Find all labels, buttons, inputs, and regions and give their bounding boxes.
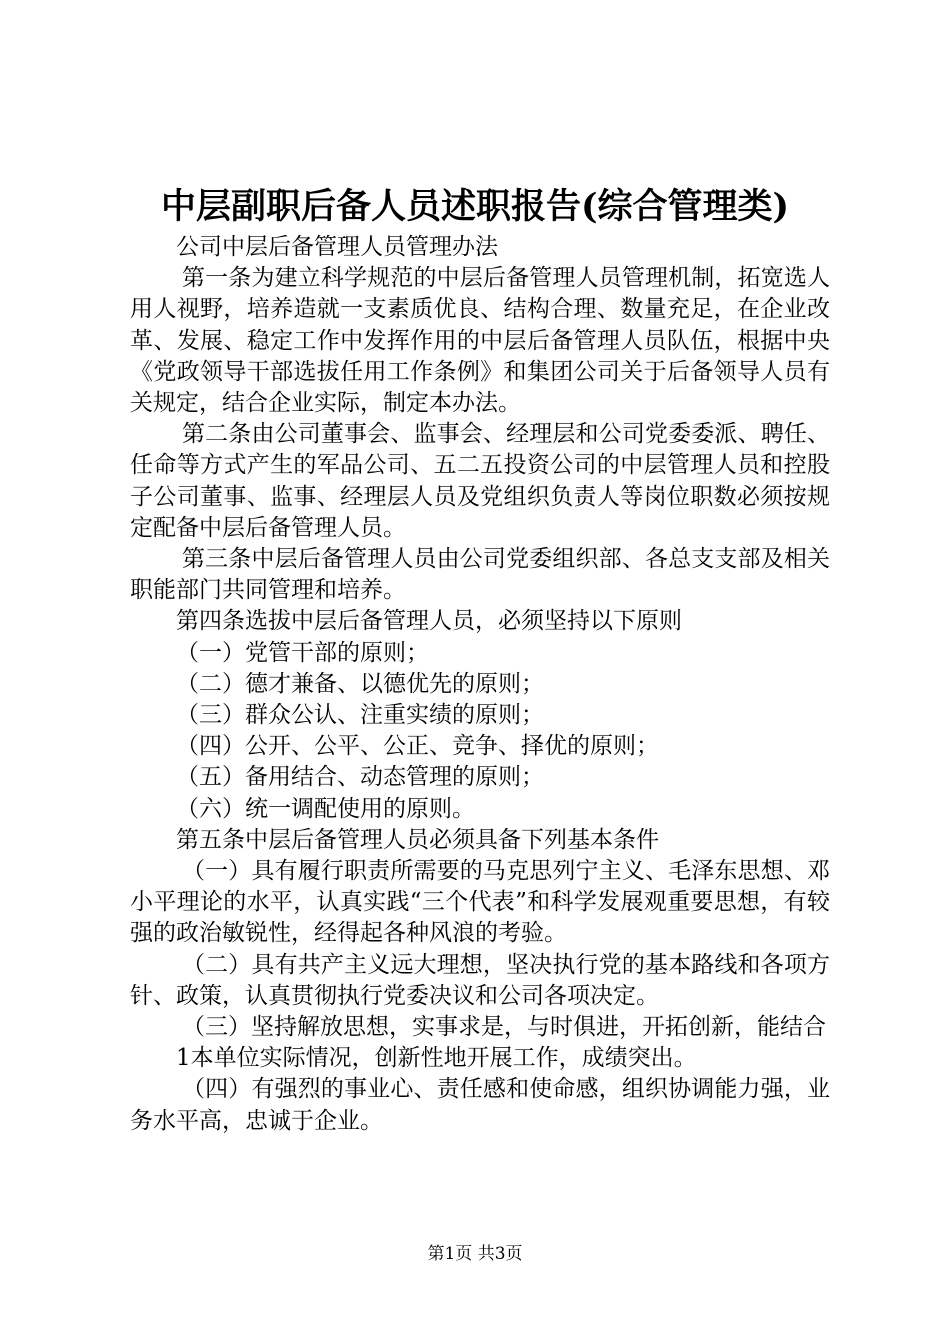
paragraph-article-5: 第五条中层后备管理人员必须具备下列基本条件 [176,826,659,853]
document-title: 中层副职后备人员述职报告(综合管理类) [160,186,790,227]
document-body [130,232,830,1137]
list-item-principle-2: （二）德才兼备、以德优先的原则； [176,670,544,697]
list-item-principle-5: （五）备用结合、动态管理的原则； [176,764,544,791]
paragraph-heading: 公司中层后备管理人员管理办法 [176,234,498,260]
page-number-footer: 第1页 共3页 [427,1244,523,1264]
paragraph-continuation: 1本单位实际情况，创新性地开展工作，成绩突出。 [176,1045,697,1072]
list-item-condition-4: （四）有强烈的事业心、责任感和使命感，组织协调能力强，业务水平高，忠诚于企业。 [130,1076,830,1134]
list-item-condition-1: （一）具有履行职责所需要的马克思列宁主义、毛泽东思想、邓小平理论的水平，认真实践“三个代表”和科学发展观重要思想，有较强的政治敏锐性，经得起各种风浪的考验。 [130,858,830,947]
paragraph-article-4: 第四条选拔中层后备管理人员，必须坚持以下原则 [176,608,682,635]
list-item-condition-3: （三）坚持解放思想，实事求是，与时俱进，开拓创新，能结合 [182,1014,826,1041]
list-item-condition-2: （二）具有共产主义远大理想，坚决执行党的基本路线和各项方针、政策，认真贯彻执行党委决议和公司各项决定。 [130,951,830,1009]
list-item-principle-6: （六）统一调配使用的原则。 [176,795,475,822]
list-item-principle-3: （三）群众公认、注重实绩的原则； [176,702,544,729]
list-item-principle-1: （一）党管干部的原则； [176,639,429,666]
paragraph-article-2: 第二条由公司董事会、监事会、经理层和公司党委委派、聘任、任命等方式产生的军品公司、五二五投资公司的中层管理人员和控股子公司董事、监事、经理层人员及党组织负责人等岗位职数必须按规定配备中层后备管理人员。 [130,421,830,541]
paragraph-article-3: 第三条中层后备管理人员由公司党委组织部、各总支支部及相关职能部门共同管理和培养。 [130,546,830,604]
paragraph-article-1: 第一条为建立科学规范的中层后备管理人员管理机制，拓宽选人用人视野，培养造就一支素质优良、结构合理、数量充足，在企业改革、发展、稳定工作中发挥作用的中层后备管理人员队伍，根据中央《党政领导干部选拔任用工作条例》和集团公司关于后备领导人员有关规定，结合企业实际，制定本办法。 [130,265,830,417]
list-item-principle-4: （四）公开、公平、公正、竞争、择优的原则； [176,733,659,760]
